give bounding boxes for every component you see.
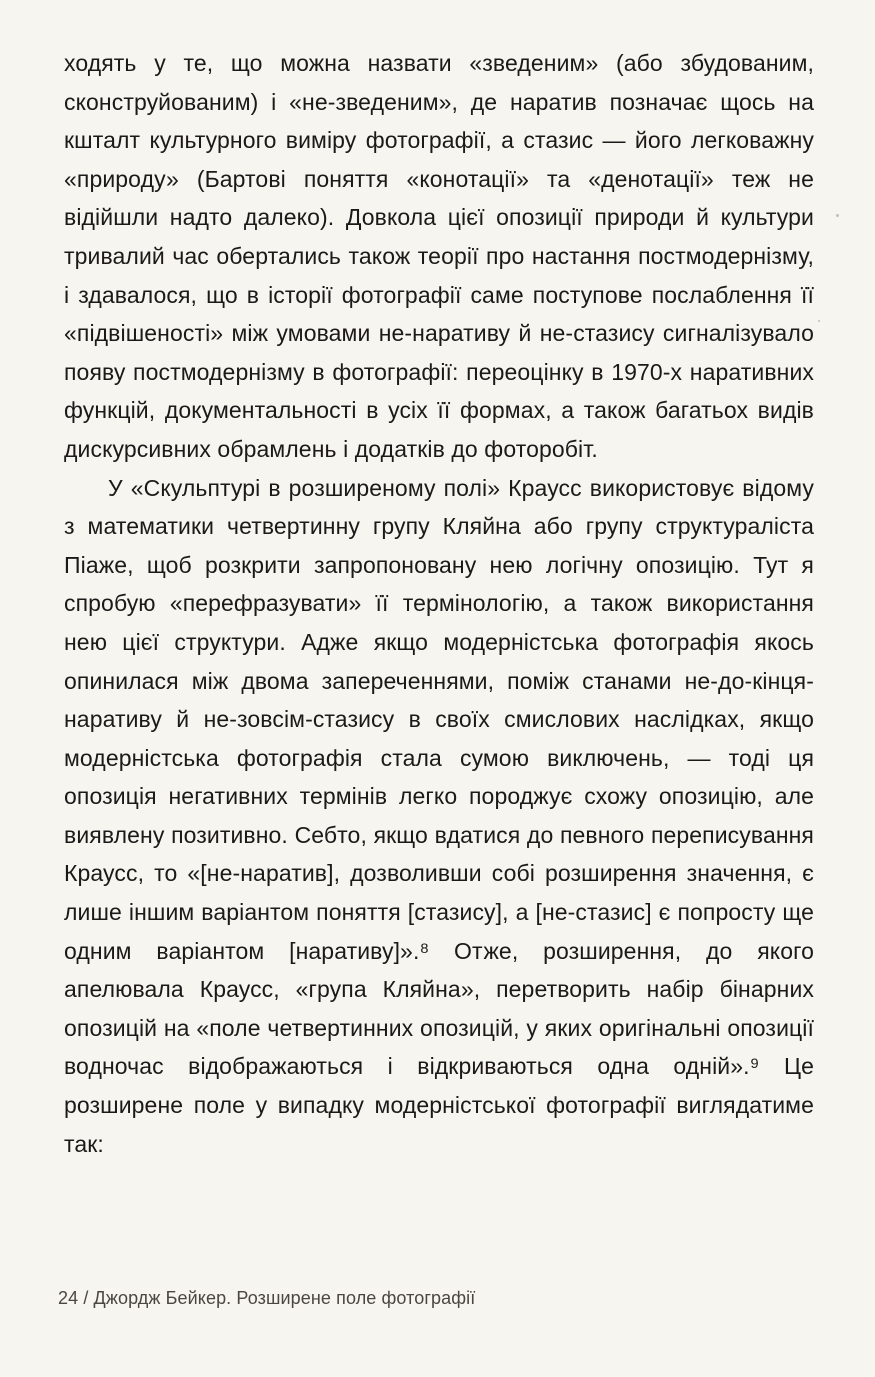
paper-speck xyxy=(818,320,820,322)
paragraph-2: У «Скульптурі в розширеному полі» Краусс використовує відому з математики четвертинну групу Кляйна або групу структураліста Піаже, щоб розкрити запропоновану нею логічну опозицію. Тут я спробую «перефразувати» її термінологію, а також використання нею цієї структури. Адже якщо модерністська фотографія якось опинилася між двома запереченнями, поміж станами не-до-кінця-наративу й не-зовсім-стазису в своїх смислових наслідках, якщо модерністська фотографія стала сумою виключень, — тоді ця опозиція негативних термінів легко породжує схожу опозицію, але виявлену позитивно. Себто, якщо вдатися до певного переписування Краусс, то «[не-наратив], дозволивши собі розширення значення, є лише іншим варіантом поняття [стазису], а [не-стазис] є попросту ще одним варіантом [наративу]».⁸ Отже, розширення, до якого апелювала Краусс, «група Кляйна», перетворить набір бінарних опозицій на «поле четвертинних опозицій, у яких оригінальні опозиції водночас відображаються і відкриваються одна одній».⁹ Це розширене поле у випадку модерністської фотографії виглядатиме так: xyxy=(64,474,814,1157)
body-text xyxy=(64,44,814,1163)
page-footer: 24 / Джордж Бейкер. Розширене поле фотографії xyxy=(58,1288,476,1308)
paragraph-1: ходять у те, що можна назвати «зведеним» (або збудованим, сконструйованим) і «не-зведеним», де наратив позначає щось на кшталт культурного виміру фотографії, а стазис — його легковажну «природу» (Бартові поняття «конотації» та «денотації» теж не відійшли надто далеко). Довкола цієї опозиції природи й культури тривалий час обертались також теорії про настання постмодернізму, і здавалося, що в історії фотографії саме поступове послаблення її «підвішеності» між умовами не-наративу й не-стазису сигналізувало появу постмодернізму в фотографії: переоцінку в 1970-х наративних функцій, документальності в усіх її формах, а також багатьох видів дискурсивних обрамлень і додатків до фоторобіт. xyxy=(64,50,814,462)
paper-speck xyxy=(836,214,839,217)
